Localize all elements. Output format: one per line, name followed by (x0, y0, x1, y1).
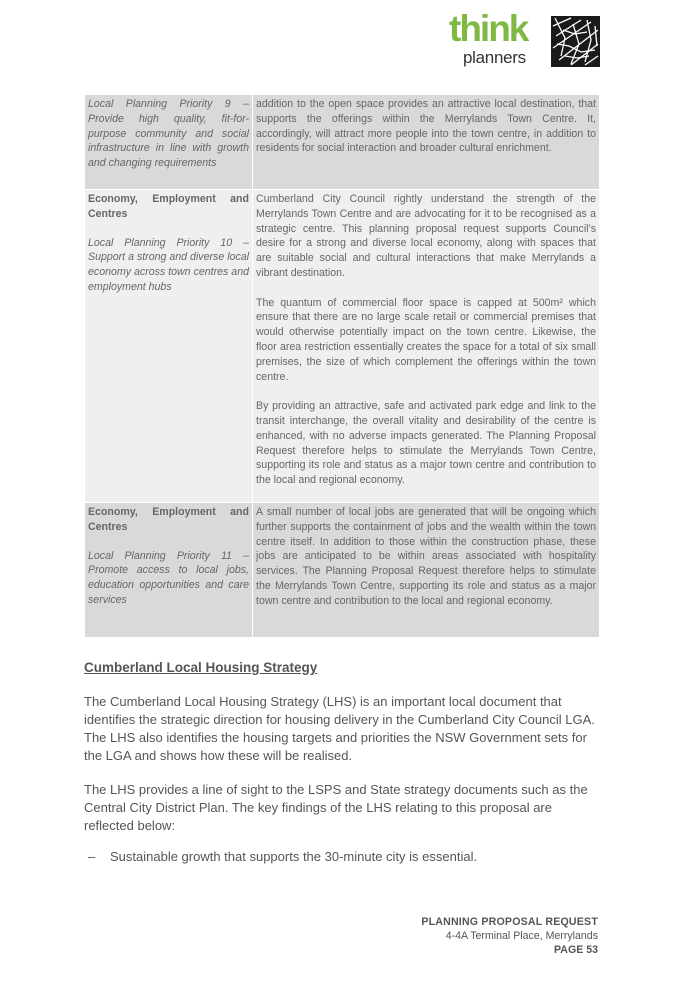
response-paragraph: addition to the open space provides an attractive local destination, that supports the offerings within the Merrylands Town Centre. It, accordingly, will attract more people into the town centre, in addition to residents for social interaction and broader cultural enrichment. (256, 98, 596, 155)
logo-word-think: think (449, 8, 528, 49)
priority-cell (85, 503, 253, 638)
response-paragraph: Cumberland City Council rightly understand the strength of the Merrylands Town Centre and are advocating for it to be recognised as a strategic centre. This planning proposal request supports Council’s desire for a strong and diverse local economy, along with spaces that are suitable social and cultural interactions that make Merrylands a vibrant destination. (256, 193, 596, 279)
priority-heading: Economy, Employment and Centres (88, 193, 249, 220)
logo-word-planners: planners (463, 48, 526, 67)
section-heading: Cumberland Local Housing Strategy (84, 660, 318, 675)
city-grid-logo-icon (551, 16, 600, 67)
body-paragraph: The LHS provides a line of sight to the LSPS and State strategy documents such as the Central City District Plan. The key findings of the LHS relating to this proposal are reflected below: (84, 782, 588, 833)
response-paragraph: The quantum of commercial floor space is capped at 500m² which ensure that there are no large scale retail or commercial premises that would otherwise potentially impact on the town centre. Likewise, the floor area restriction essentially creates the space for a total of six small premises, the size of which complement the offerings within the town centre. (256, 296, 596, 383)
table-row (85, 503, 600, 638)
body-paragraph: The Cumberland Local Housing Strategy (LHS) is an important local document that identifies the strategic direction for housing delivery in the Cumberland City Council LGA. The LHS also identifies the housing targets and priorities the NSW Government sets for the LGA and shows how these will be realised. (84, 694, 595, 763)
priority-cell (85, 95, 253, 190)
response-cell (253, 503, 600, 638)
footer-address: 4-4A Terminal Place, Merrylands (445, 930, 598, 942)
response-paragraph: A small number of local jobs are generated that will be ongoing which further supports the containment of jobs and the wealth within the town centre itself. In addition to those within the construction phase, these jobs are anticipated to be within areas associated with hospitality services. The Planning Proposal Request therefore helps to stimulate the Merrylands Town Centre, supporting its role and status as a major town centre and contribution to the local and regional economy. (256, 506, 596, 607)
response-paragraph: By providing an attractive, safe and activated park edge and link to the transit interchange, the overall vitality and desirability of the centre is enhanced, with no adverse impacts generated. The Planning Proposal Request therefore helps to stimulate the Merrylands Town Centre, supporting its role and status as a major town centre and contribution to the local and regional economy. (256, 400, 596, 487)
response-cell (253, 95, 600, 190)
planning-priorities-table (84, 94, 600, 638)
bullet-marker: – (88, 849, 96, 864)
page-footer (421, 915, 598, 957)
page-number: PAGE 53 (554, 944, 598, 956)
priority-text: Local Planning Priority 11 – Promote access to local jobs, education opportunities and care services (88, 549, 249, 606)
footer-document-title: PLANNING PROPOSAL REQUEST (421, 916, 598, 928)
priority-text: Local Planning Priority 9 – Provide high quality, fit-for-purpose community and social infrastructure in line with growth and changing requirements (88, 98, 249, 170)
bullet-item: Sustainable growth that supports the 30-minute city is essential. (110, 849, 478, 864)
response-cell (253, 190, 600, 503)
priority-text: Local Planning Priority 10 – Support a strong and diverse local economy across town centres and employment hubs (88, 236, 249, 293)
priority-cell (85, 190, 253, 503)
priority-heading: Economy, Employment and Centres (88, 506, 249, 533)
table-row (85, 190, 600, 503)
think-planners-logo (449, 8, 601, 70)
table-row (85, 95, 600, 190)
